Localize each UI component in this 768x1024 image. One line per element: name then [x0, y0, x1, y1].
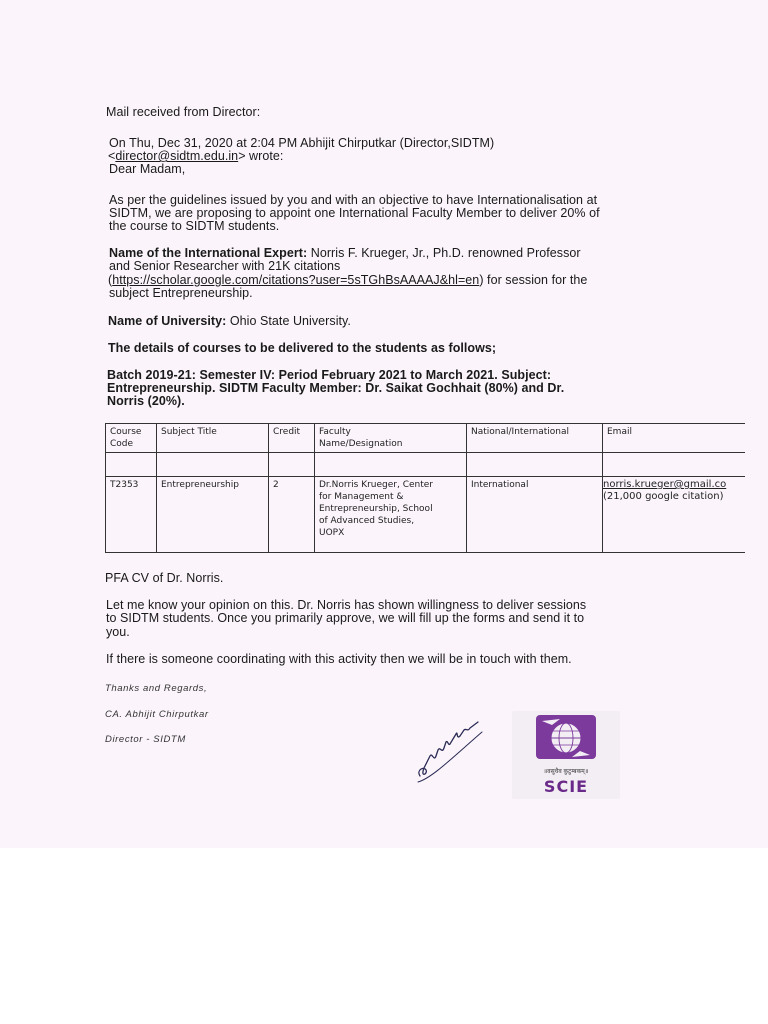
logo-wordmark: SCIE [543, 777, 589, 796]
director-email-link[interactable]: director@sidtm.edu.in [115, 149, 239, 163]
paragraph-3: If there is someone coordinating with this activity then we will be in touch with them. [106, 652, 572, 666]
expert-line-2: and Senior Researcher with 21K citations [109, 259, 341, 273]
row-course-code: T2353 [106, 477, 157, 553]
header-faculty-label: Faculty [319, 427, 351, 437]
batch-line-1: Batch 2019-21: Semester IV: Period February 2021 to March 2021. Subject: [107, 368, 552, 382]
table-row [106, 477, 746, 553]
paren-open: ( [108, 273, 113, 287]
row-email [603, 477, 746, 553]
globe-emblem-icon [512, 711, 620, 767]
logo-motto: ॥वसुधैव कुटुम्बकम्॥ [543, 768, 589, 775]
paragraph-2-line-3: you. [106, 625, 130, 639]
faculty-line: Entrepreneurship, School [319, 504, 433, 514]
expert-line-3-rest: ) for session for the [479, 273, 588, 287]
empty-cell [603, 453, 746, 477]
empty-cell [106, 453, 157, 477]
empty-cell [157, 453, 269, 477]
faculty-line: of Advanced Studies, [319, 516, 415, 526]
expert-line-4: subject Entrepreneurship. [109, 286, 253, 300]
closing-line: Thanks and Regards, [105, 683, 208, 694]
header-faculty [315, 424, 467, 453]
paragraph-1-line-2: SIDTM, we are proposing to appoint one International Faculty Member to deliver 20% of [109, 206, 600, 220]
batch-line-2: Entrepreneurship. SIDTM Faculty Member: Dr. Saikat Gochhait (80%) and Dr. [107, 381, 565, 395]
intro-line: Mail received from Director: [106, 105, 261, 119]
university-line [108, 315, 351, 329]
faculty-line: UOPX [319, 528, 345, 538]
row-faculty [315, 477, 467, 553]
paragraph-2-line-1: Let me know your opinion on this. Dr. Norris has shown willingness to deliver sessions [106, 598, 587, 612]
header-email: Email [603, 424, 746, 453]
header-course-label: Course [110, 427, 142, 437]
details-heading: The details of courses to be delivered to the students as follows; [108, 341, 497, 355]
batch-line-3: Norris (20%). [107, 394, 185, 408]
header-subject-title: Subject Title [157, 424, 269, 453]
citation-note: (21,000 google citation) [603, 491, 724, 502]
sender-title: Director - SIDTM [105, 734, 186, 745]
faculty-line: Dr.Norris Krueger, Center [319, 480, 434, 490]
sender-name: CA. Abhijit Chirputkar [105, 709, 209, 720]
pfa-line: PFA CV of Dr. Norris. [105, 571, 224, 585]
row-credit: 2 [269, 477, 315, 553]
header-credit: Credit [269, 424, 315, 453]
handwritten-signature [412, 718, 494, 784]
empty-cell [315, 453, 467, 477]
row-national: International [467, 477, 603, 553]
email-header-line: On Thu, Dec 31, 2020 at 2:04 PM Abhijit Chirputkar (Director,SIDTM) [109, 136, 495, 150]
university-label: Name of University: [108, 314, 227, 328]
header-code-label: Code [110, 439, 134, 449]
faculty-email-link[interactable]: norris.krueger@gmail.co [603, 479, 727, 490]
header-designation-label: Name/Designation [319, 439, 403, 449]
table-header-row [106, 424, 746, 453]
empty-cell [467, 453, 603, 477]
empty-cell [269, 453, 315, 477]
header-national-international: National/International [467, 424, 603, 453]
header-course-code [106, 424, 157, 453]
paragraph-2-line-2: to SIDTM students. Once you primarily approve, we will fill up the forms and send it to [106, 611, 585, 625]
salutation: Dear Madam, [109, 162, 186, 176]
faculty-line: for Management & [319, 492, 404, 502]
paragraph-1-line-1: As per the guidelines issued by you and with an objective to have Internationalisation at [109, 193, 598, 207]
expert-label: Name of the International Expert: [109, 246, 308, 260]
table-empty-row [106, 453, 746, 477]
row-subject-title: Entrepreneurship [157, 477, 269, 553]
course-table [105, 423, 745, 553]
email-wrote-text: > wrote: [238, 149, 284, 163]
university-value: Ohio State University. [229, 314, 351, 328]
scie-logo [512, 711, 620, 799]
email-bracket-open: < [108, 149, 116, 163]
scholar-link[interactable]: https://scholar.google.com/citations?user=5sTGhBsAAAAJ&hl=en [112, 273, 480, 287]
paragraph-1-line-3: the course to SIDTM students. [109, 219, 280, 233]
expert-description: Norris F. Krueger, Jr., Ph.D. renowned Professor [310, 246, 581, 260]
